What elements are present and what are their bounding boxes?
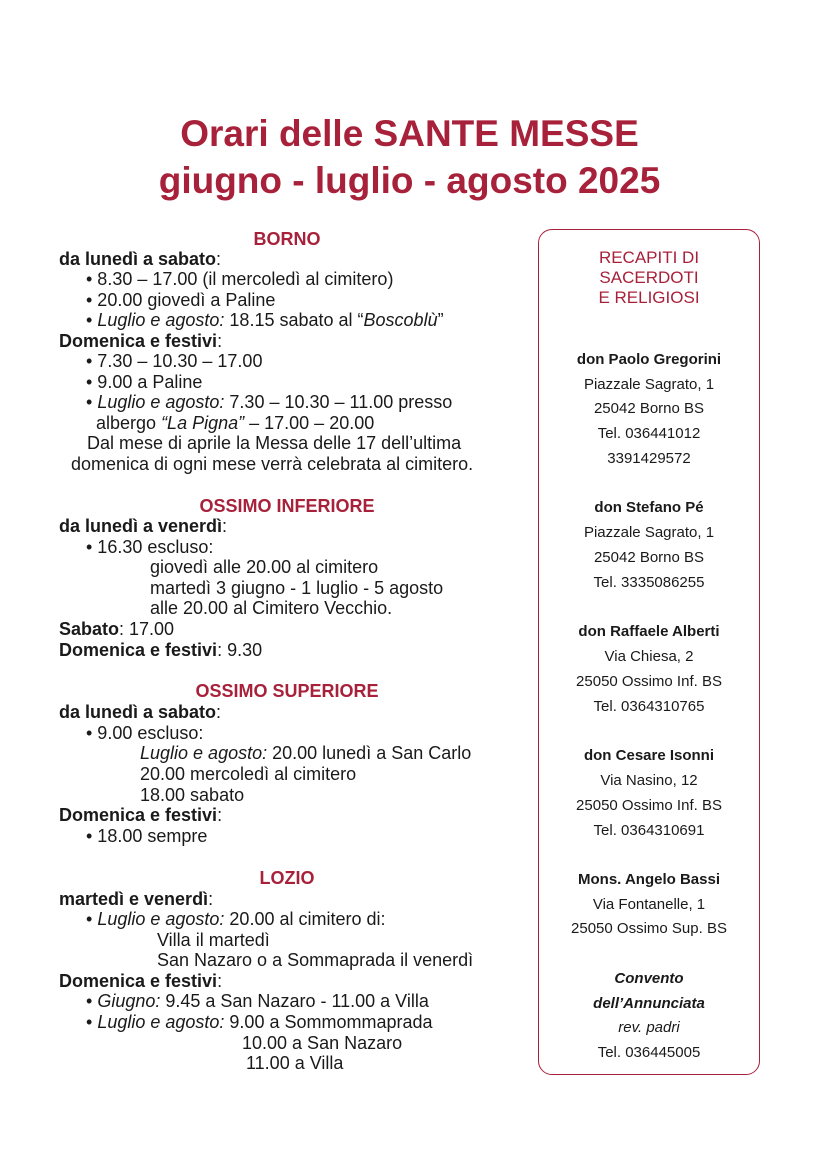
lozio-festive-summer-sub: 10.00 a San Nazaro <box>242 1033 403 1053</box>
section-heading-ossimo-inferiore: OSSIMO INFERIORE <box>199 496 375 516</box>
borno-festive-item: • 9.00 a Paline <box>86 372 203 392</box>
ossimo-sup-summer: Luglio e agosto: 20.00 lunedì a San Carlo <box>140 743 472 763</box>
page-title: Orari delle SANTE MESSE <box>180 113 639 154</box>
contacts-heading: RECAPITI DI <box>598 248 700 267</box>
contact-name: don Cesare Isonni <box>583 747 715 764</box>
ossimo-inf-saturday: Sabato: 17.00 <box>59 619 175 639</box>
borno-note: domenica di ogni mese verrà celebrata al cimitero. <box>71 454 474 474</box>
contact-phone: Tel. 036441012 <box>597 425 701 442</box>
lozio-weekday-label: martedì e venerdì: <box>59 889 214 909</box>
contact-address: Via Chiesa, 2 <box>604 648 694 665</box>
borno-summer-item: • Luglio e agosto: 18.15 sabato al “Boscoblù” <box>86 310 444 330</box>
contact-address: Via Fontanelle, 1 <box>592 896 706 913</box>
convent-name: dell’Annunciata <box>593 995 705 1012</box>
contact-city: 25050 Ossimo Inf. BS <box>576 797 722 814</box>
contact-city: 25050 Ossimo Inf. BS <box>576 673 722 690</box>
contacts-heading: E RELIGIOSI <box>598 288 700 307</box>
contact-name: don Raffaele Alberti <box>578 623 720 640</box>
contact-mobile: 3391429572 <box>607 450 691 467</box>
contact-phone: Tel. 3335086255 <box>593 574 705 591</box>
contacts-heading: SACERDOTI <box>599 268 699 287</box>
contact-phone: Tel. 0364310691 <box>593 822 705 839</box>
ossimo-inf-sub: giovedì alle 20.00 al cimitero <box>150 557 379 577</box>
ossimo-inf-festive: Domenica e festivi: 9.30 <box>59 640 263 660</box>
section-heading-lozio: LOZIO <box>259 868 315 888</box>
contact-name: don Paolo Gregorini <box>576 351 722 368</box>
ossimo-sup-weekday-label: da lunedì a sabato: <box>59 702 222 722</box>
contact-name: Mons. Angelo Bassi <box>578 871 720 888</box>
ossimo-sup-sub: 20.00 mercoledì al cimitero <box>140 764 357 784</box>
page-subtitle: giugno - luglio - agosto 2025 <box>158 160 661 201</box>
contact-address: Via Nasino, 12 <box>600 772 698 789</box>
ossimo-sup-festive-item: • 18.00 sempre <box>86 826 208 846</box>
lozio-sub: San Nazaro o a Sommaprada il venerdì <box>157 950 474 970</box>
convent-sub: rev. padri <box>618 1019 680 1036</box>
contact-city: 25042 Borno BS <box>593 400 705 417</box>
ossimo-sup-sub: 18.00 sabato <box>140 785 245 805</box>
lozio-june-item: • Giugno: 9.45 a San Nazaro - 11.00 a Villa <box>86 991 429 1011</box>
ossimo-inf-item: • 16.30 escluso: <box>86 537 214 557</box>
borno-festive-summer: • Luglio e agosto: 7.30 – 10.30 – 11.00 presso <box>86 392 453 412</box>
contact-city: 25042 Borno BS <box>593 549 705 566</box>
contact-city: 25050 Ossimo Sup. BS <box>571 920 727 937</box>
lozio-sub: Villa il martedì <box>157 930 270 950</box>
convent-phone: Tel. 036445005 <box>597 1044 701 1061</box>
borno-note: Dal mese di aprile la Messa delle 17 dell’ultima <box>87 433 462 453</box>
ossimo-inf-sub: alle 20.00 al Cimitero Vecchio. <box>150 598 393 618</box>
borno-weekday-item: • 8.30 – 17.00 (il mercoledì al cimitero) <box>86 269 394 289</box>
borno-festive-item: • 7.30 – 10.30 – 17.00 <box>86 351 263 371</box>
ossimo-inf-weekday-label: da lunedì a venerdì: <box>59 516 228 536</box>
contact-address: Piazzale Sagrato, 1 <box>583 376 715 393</box>
lozio-festive-summer-sub: 11.00 a Villa <box>246 1053 344 1073</box>
borno-weekday-item: • 20.00 giovedì a Paline <box>86 290 276 310</box>
convent-name: Convento <box>614 970 684 987</box>
contact-phone: Tel. 0364310765 <box>593 698 705 715</box>
ossimo-sup-festive-label: Domenica e festivi: <box>59 805 223 825</box>
ossimo-inf-sub: martedì 3 giugno - 1 luglio - 5 agosto <box>150 578 444 598</box>
borno-festive-label: Domenica e festivi: <box>59 331 223 351</box>
lozio-summer-item: • Luglio e agosto: 20.00 al cimitero di: <box>86 909 386 929</box>
borno-weekday-label: da lunedì a sabato: <box>59 249 222 269</box>
contact-name: don Stefano Pé <box>594 499 704 516</box>
contact-address: Piazzale Sagrato, 1 <box>583 524 715 541</box>
section-heading-ossimo-superiore: OSSIMO SUPERIORE <box>195 681 379 701</box>
section-heading-borno: BORNO <box>253 229 321 249</box>
borno-festive-summer-cont: albergo “La Pigna” – 17.00 – 20.00 <box>96 413 375 433</box>
ossimo-sup-item: • 9.00 escluso: <box>86 723 204 743</box>
lozio-festive-label: Domenica e festivi: <box>59 971 223 991</box>
lozio-festive-summer: • Luglio e agosto: 9.00 a Sommommaprada <box>86 1012 433 1032</box>
